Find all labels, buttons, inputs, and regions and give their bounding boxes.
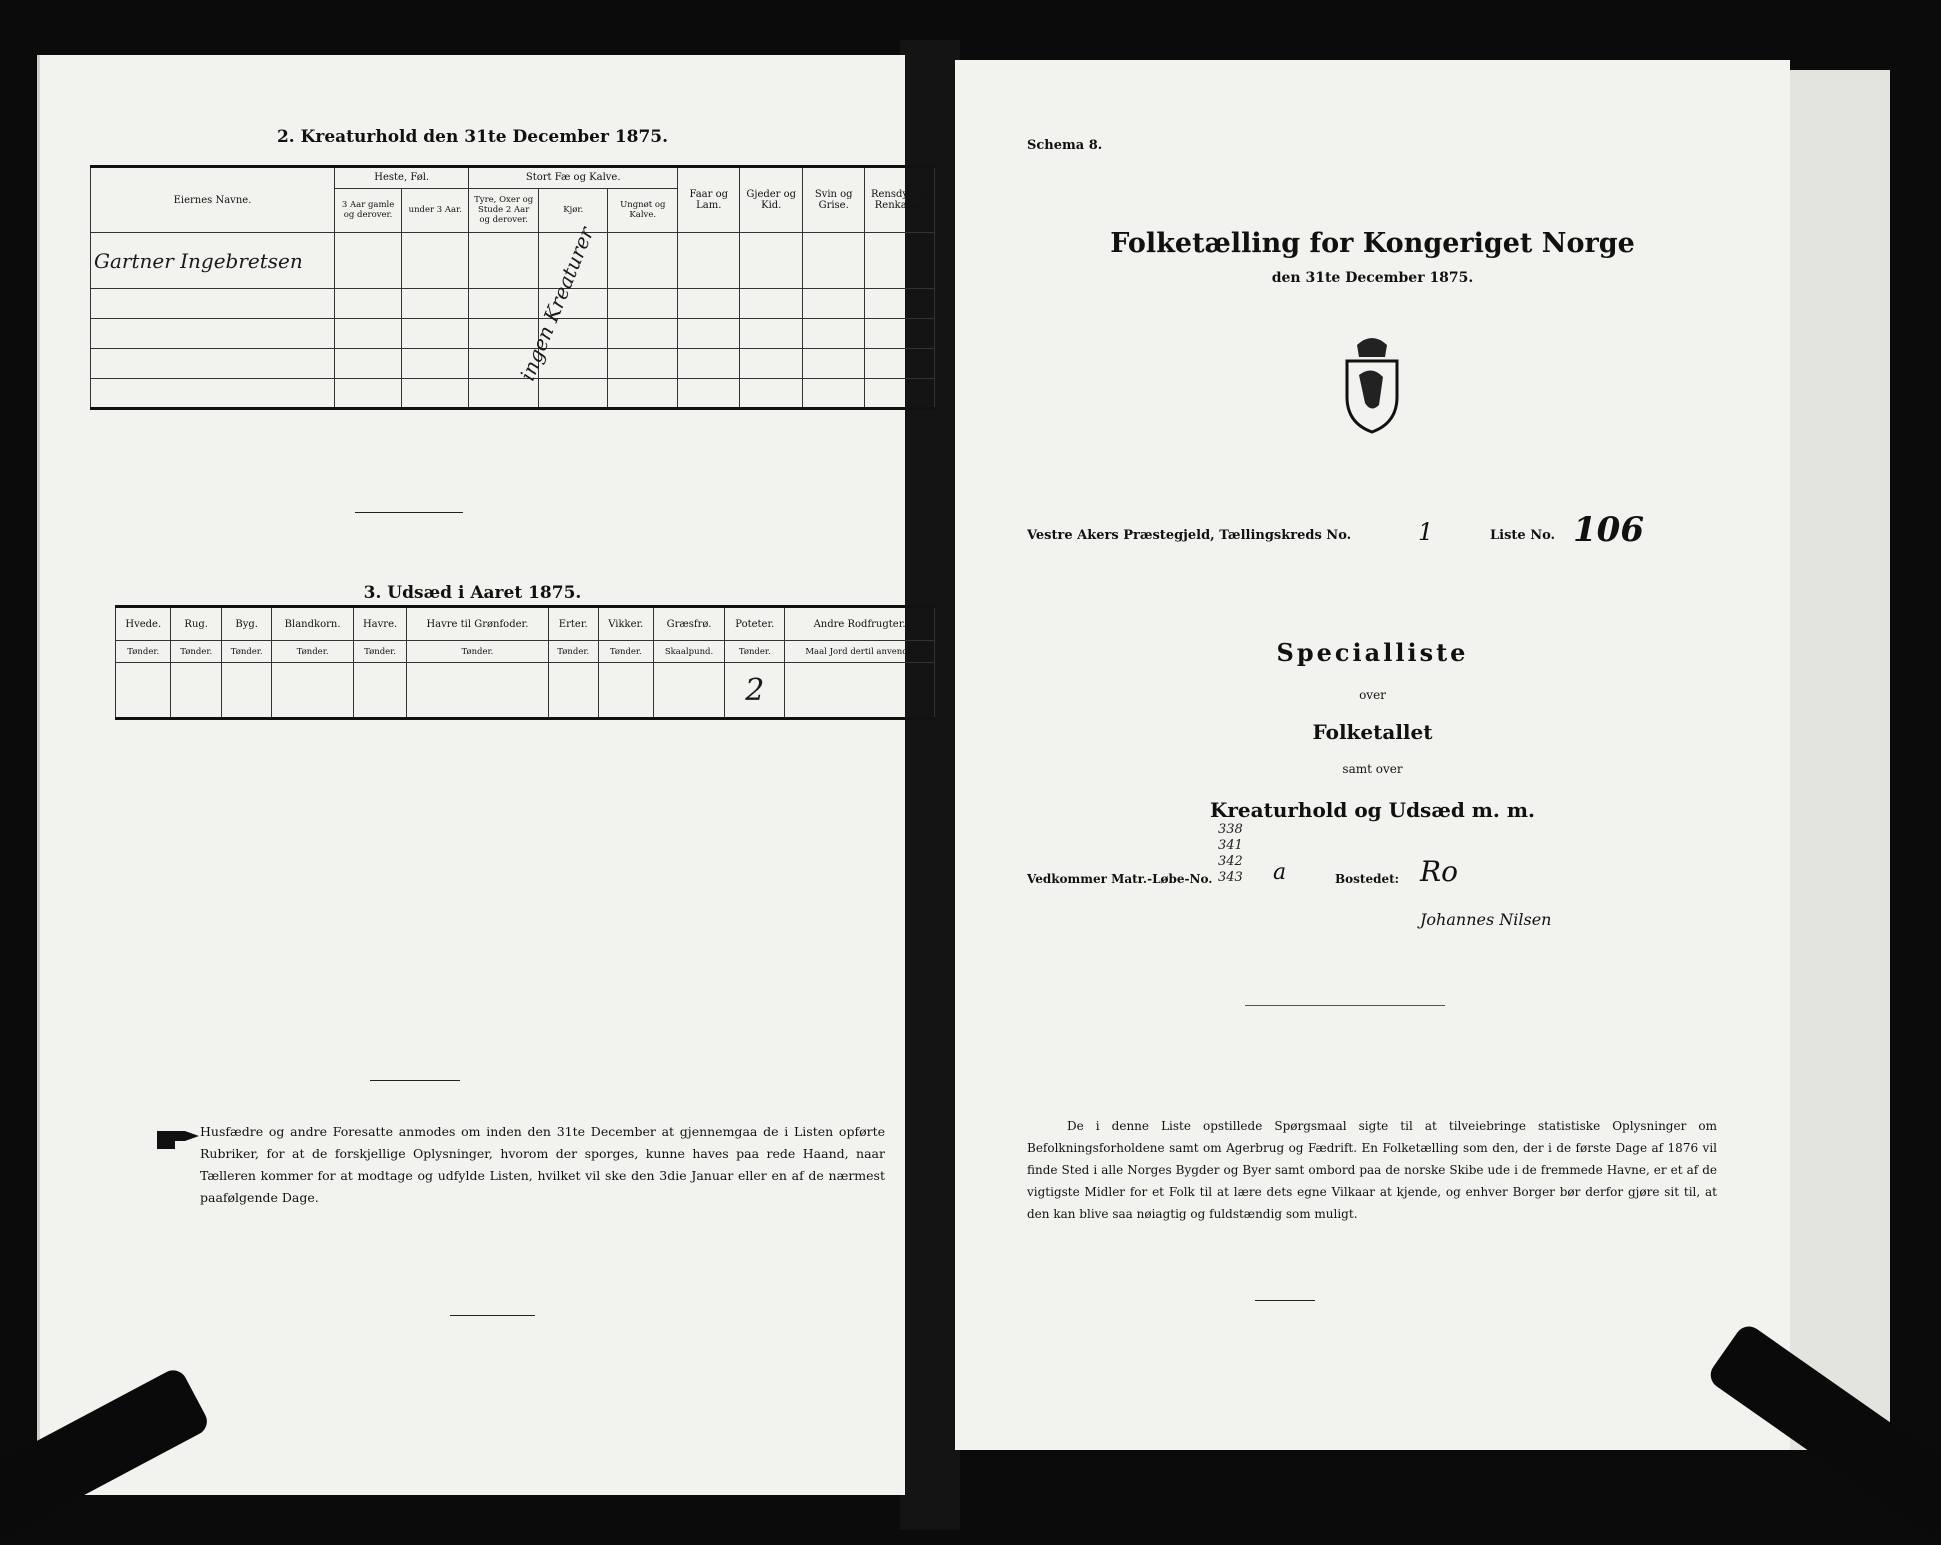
seed-value-cell	[407, 663, 548, 719]
seed-col-name: Blandkorn.	[272, 607, 353, 641]
prestegjeld-label: Vestre Akers Præstegjeld, Tællingskreds No.	[1027, 528, 1352, 543]
col-owner: Eiernes Navne.	[91, 167, 335, 233]
col-gjeder: Gjeder og Kid.	[740, 167, 802, 233]
section2-heading: 2. Kreaturhold den 31te December 1875.	[276, 127, 669, 147]
seed-col-name: Hvede.	[116, 607, 171, 641]
page-title: Folketælling for Kongeriget Norge	[1110, 228, 1635, 259]
matr-letter: a	[1273, 860, 1287, 885]
pointing-hand-icon	[155, 1123, 201, 1151]
signature: Johannes Nilsen	[1420, 910, 1552, 929]
seed-value-cell	[548, 663, 598, 719]
seed-col-name: Rug.	[171, 607, 221, 641]
matr-label: Vedkommer Matr.-Løbe-No.	[1027, 872, 1213, 886]
seed-col-unit: Maal Jord dertil anvendt.	[785, 641, 935, 663]
seed-value-cell	[785, 663, 935, 719]
matr-number: 338	[1218, 822, 1243, 837]
coat-of-arms-icon	[1337, 335, 1407, 435]
section3-heading: 3. Udsæd i Aaret 1875.	[363, 583, 582, 603]
col-stort-tyre: Tyre, Oxer og Stude 2 Aar og derover.	[469, 188, 539, 232]
over-text: over	[1359, 688, 1386, 702]
samt-over-text: samt over	[1342, 762, 1403, 776]
col-heste-adult: 3 Aar gamle og derover.	[335, 188, 402, 232]
col-svin: Svin og Grise.	[802, 167, 864, 233]
notice-text: Husfædre og andre Foresatte anmodes om inden den 31te December at gjennemgaa de i Listen opførte Rubriker, for at de forskjellige Oplysninger, hvorom der sporges, kunne haves paa rede Haand, naar Tælleren kommer for at modtage og udfylde Listen, hvilket vil ske den 3die Januar eller en af de nærmest paafølgende Dage.	[200, 1124, 885, 1205]
divider	[355, 512, 463, 513]
seed-col-unit: Tønder.	[171, 641, 221, 663]
seed-col-name: Poteter.	[725, 607, 785, 641]
kreds-number: 1	[1418, 518, 1434, 546]
matr-number: 343	[1218, 870, 1243, 885]
seed-col-unit: Skaalpund.	[653, 641, 725, 663]
seed-col-unit: Tønder.	[221, 641, 271, 663]
seed-value-cell	[221, 663, 271, 719]
matr-number: 342	[1218, 854, 1243, 869]
seed-col-name: Andre Rodfrugter.	[785, 607, 935, 641]
seed-value-cell	[353, 663, 406, 719]
col-stort-fae: Stort Fæ og Kalve.	[469, 167, 678, 189]
bostedet-label: Bostedet:	[1335, 872, 1400, 886]
seed-col-name: Byg.	[221, 607, 271, 641]
seed-col-unit: Tønder.	[116, 641, 171, 663]
liste-label: Liste No.	[1490, 528, 1556, 543]
page-edge	[1790, 70, 1890, 1450]
livestock-table	[90, 165, 935, 410]
left-page	[40, 55, 929, 1495]
col-stort-ungnot: Ungnøt og Kalve.	[608, 188, 678, 232]
seed-table	[115, 605, 935, 720]
folketallet-heading: Folketallet	[1312, 720, 1433, 744]
col-rensdyr: Rensdyr og Renkalve.	[865, 167, 935, 233]
seed-col-unit: Tønder.	[725, 641, 785, 663]
seed-col-name: Erter.	[548, 607, 598, 641]
seed-col-name: Havre.	[353, 607, 406, 641]
col-heste-young: under 3 Aar.	[402, 188, 469, 232]
col-faar: Faar og Lam.	[678, 167, 740, 233]
divider	[1245, 1005, 1445, 1006]
census-date: den 31te December 1875.	[1271, 270, 1474, 286]
seed-col-name: Vikker.	[598, 607, 653, 641]
seed-col-unit: Tønder.	[407, 641, 548, 663]
seed-value-cell	[653, 663, 725, 719]
seed-value-cell	[598, 663, 653, 719]
seed-value-cell	[171, 663, 221, 719]
owner-name-cell: Gartner Ingebretsen	[91, 233, 335, 289]
seed-value-cell	[272, 663, 353, 719]
no-livestock-note: ingen Kreaturer	[515, 223, 599, 384]
divider-end	[1255, 1300, 1315, 1301]
matr-number: 341	[1218, 838, 1243, 853]
footer-text: De i denne Liste opstillede Spørgsmaal sigte til at tilveiebringe statistiske Oplysninger om Befolkningsforholdene samt om Agerbrug og Fædrift. En Folketælling som den, der i de første Dage af 1876 vil finde Sted i alle Norges Bygder og Byer samt ombord paa de norske Skibe ude i de fremmede Havne, er et af de vigtigste Midler for et Folk til at lære dets egne Vilkaar at kjende, og enhver Borger bør derfor gjøre sit til, at den kan blive saa nøiagtig og fuldstændig som muligt.	[1027, 1119, 1717, 1221]
matr-numbers	[1218, 822, 1243, 886]
specialliste-heading: Specialliste	[1276, 638, 1469, 667]
right-page	[955, 60, 1790, 1450]
seed-col-unit: Tønder.	[353, 641, 406, 663]
schema-label: Schema 8.	[1027, 138, 1103, 153]
liste-number: 106	[1573, 510, 1644, 550]
seed-col-unit: Tønder.	[598, 641, 653, 663]
seed-value-cell: 2	[725, 663, 785, 719]
seed-col-name: Havre til Grønfoder.	[407, 607, 548, 641]
seed-col-unit: Tønder.	[272, 641, 353, 663]
seed-col-unit: Tønder.	[548, 641, 598, 663]
divider-bottom	[370, 1080, 460, 1081]
seed-col-name: Græsfrø.	[653, 607, 725, 641]
bostedet-value: Ro	[1420, 855, 1458, 888]
col-heste: Heste, Føl.	[335, 167, 469, 189]
livestock-row	[91, 233, 935, 289]
kreaturhold-heading: Kreaturhold og Udsæd m. m.	[1210, 798, 1535, 822]
seed-value-cell	[116, 663, 171, 719]
col-stort-kjor: Kjør.	[538, 188, 608, 232]
divider-end	[450, 1315, 535, 1316]
